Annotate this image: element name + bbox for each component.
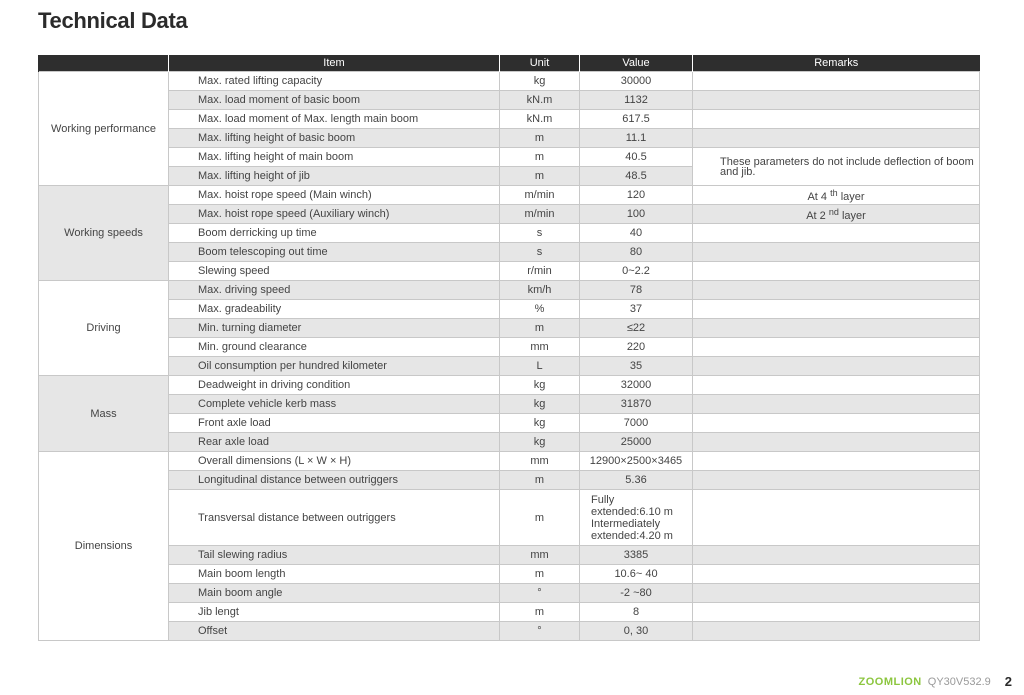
- table-row: [39, 281, 980, 300]
- group-mass: Mass: [39, 376, 169, 452]
- row-remark: [693, 452, 980, 471]
- row-value: 0~2.2: [580, 262, 693, 281]
- group-working-performance: Working performance: [39, 72, 169, 186]
- table-row: [39, 471, 980, 490]
- page-title: Technical Data: [38, 8, 188, 33]
- row-value: ≤22: [580, 319, 693, 338]
- row-unit: m/min: [500, 205, 580, 224]
- table-header-row: [39, 55, 980, 72]
- row-value: 10.6~ 40: [580, 565, 693, 584]
- row-item: Slewing speed: [169, 262, 500, 281]
- group-driving: Driving: [39, 281, 169, 376]
- table-row: [39, 433, 980, 452]
- table-row: [39, 565, 980, 584]
- row-remark: [693, 603, 980, 622]
- row-unit: s: [500, 224, 580, 243]
- unit-column-header: Unit: [500, 55, 580, 72]
- row-value: 0, 30: [580, 622, 693, 641]
- row-item: Max. gradeability: [169, 300, 500, 319]
- row-unit: m: [500, 167, 580, 186]
- item-column-header: Item: [169, 55, 500, 72]
- auxiliary-winch-remark: [693, 205, 980, 224]
- row-item: Boom derricking up time: [169, 224, 500, 243]
- brand-logo: ZOOMLION: [858, 675, 922, 688]
- row-value: 40.5: [580, 148, 693, 167]
- row-value: 25000: [580, 433, 693, 452]
- row-unit: °: [500, 584, 580, 603]
- row-item: Max. lifting height of basic boom: [169, 129, 500, 148]
- row-item: Front axle load: [169, 414, 500, 433]
- row-unit: km/h: [500, 281, 580, 300]
- remarks-column-header: Remarks: [693, 55, 980, 72]
- row-unit: kg: [500, 72, 580, 91]
- row-remark: [693, 224, 980, 243]
- table-row: [39, 452, 980, 471]
- table-row: [39, 262, 980, 281]
- model-number: QY30V532.9: [927, 675, 991, 688]
- row-item: Tail slewing radius: [169, 546, 500, 565]
- row-remark: [693, 584, 980, 603]
- row-item: Main boom angle: [169, 584, 500, 603]
- table-row: [39, 622, 980, 641]
- row-remark: [693, 281, 980, 300]
- row-value: 12900×2500×3465: [580, 452, 693, 471]
- table-row: [39, 603, 980, 622]
- row-unit: m: [500, 129, 580, 148]
- row-item: Transversal distance between outriggers: [169, 490, 500, 546]
- table-row: [39, 91, 980, 110]
- row-value: -2 ~80: [580, 584, 693, 603]
- main-winch-remark: [693, 186, 980, 205]
- table-row: [39, 224, 980, 243]
- row-item: Longitudinal distance between outriggers: [169, 471, 500, 490]
- row-remark: [693, 300, 980, 319]
- row-unit: r/min: [500, 262, 580, 281]
- value-line: Intermediately: [591, 517, 661, 530]
- row-item: Jib lengt: [169, 603, 500, 622]
- row-unit: m: [500, 148, 580, 167]
- row-remark: [693, 433, 980, 452]
- table-row: [39, 110, 980, 129]
- row-item: Offset: [169, 622, 500, 641]
- table-row: [39, 395, 980, 414]
- row-item: Main boom length: [169, 565, 500, 584]
- row-remark: [693, 490, 980, 546]
- table-row: [39, 72, 980, 91]
- row-value: 48.5: [580, 167, 693, 186]
- technical-data-table: [38, 55, 980, 641]
- row-value: 3385: [580, 546, 693, 565]
- row-item: Boom telescoping out time: [169, 243, 500, 262]
- value-line: extended:4.20 m: [591, 529, 673, 542]
- group-working-speeds: Working speeds: [39, 186, 169, 281]
- remark-suffix: layer: [840, 191, 865, 203]
- row-unit: kN.m: [500, 110, 580, 129]
- row-remark: [693, 262, 980, 281]
- page-footer: [858, 674, 1012, 689]
- deflection-remark: These parameters do not include deflection of boom and jib.: [693, 148, 980, 186]
- remark-prefix: At 4: [807, 191, 828, 203]
- remark-suffix: layer: [841, 210, 866, 222]
- row-item: Max. hoist rope speed (Main winch): [169, 186, 500, 205]
- table-row: [39, 186, 980, 205]
- row-remark: [693, 414, 980, 433]
- row-remark: [693, 471, 980, 490]
- table-row: [39, 319, 980, 338]
- row-unit: m: [500, 565, 580, 584]
- outrigger-spread-value: [580, 490, 693, 546]
- row-remark: [693, 376, 980, 395]
- row-remark: [693, 72, 980, 91]
- row-value: 80: [580, 243, 693, 262]
- row-remark: [693, 565, 980, 584]
- row-unit: mm: [500, 546, 580, 565]
- row-remark: [693, 357, 980, 376]
- table-row: [39, 376, 980, 395]
- row-unit: m: [500, 471, 580, 490]
- row-unit: kg: [500, 395, 580, 414]
- row-item: Max. load moment of basic boom: [169, 91, 500, 110]
- remark-ordinal: nd: [828, 207, 839, 217]
- row-remark: [693, 546, 980, 565]
- row-unit: s: [500, 243, 580, 262]
- row-value: 617.5: [580, 110, 693, 129]
- row-value: 7000: [580, 414, 693, 433]
- row-value: 78: [580, 281, 693, 300]
- row-value: 1132: [580, 91, 693, 110]
- row-remark: [693, 319, 980, 338]
- row-remark: [693, 395, 980, 414]
- row-unit: m: [500, 603, 580, 622]
- row-remark: [693, 243, 980, 262]
- row-value: 220: [580, 338, 693, 357]
- row-item: Deadweight in driving condition: [169, 376, 500, 395]
- row-unit: kg: [500, 414, 580, 433]
- row-unit: kg: [500, 376, 580, 395]
- row-item: Overall dimensions (L × W × H): [169, 452, 500, 471]
- row-value: 37: [580, 300, 693, 319]
- table-row: [39, 546, 980, 565]
- row-item: Max. load moment of Max. length main boom: [169, 110, 500, 129]
- row-value: 120: [580, 186, 693, 205]
- row-value: 32000: [580, 376, 693, 395]
- row-value: 11.1: [580, 129, 693, 148]
- value-line: Fully: [591, 493, 615, 506]
- row-remark: [693, 110, 980, 129]
- row-item: Max. hoist rope speed (Auxiliary winch): [169, 205, 500, 224]
- row-unit: °: [500, 622, 580, 641]
- table-row: [39, 129, 980, 148]
- row-value: 5.36: [580, 471, 693, 490]
- table-row: [39, 243, 980, 262]
- row-remark: [693, 622, 980, 641]
- row-unit: L: [500, 357, 580, 376]
- page-number: 2: [1004, 674, 1012, 689]
- row-item: Max. rated lifting capacity: [169, 72, 500, 91]
- row-item: Min. ground clearance: [169, 338, 500, 357]
- remark-prefix: At 2: [806, 210, 826, 222]
- row-item: Max. lifting height of jib: [169, 167, 500, 186]
- row-unit: m: [500, 490, 580, 546]
- row-value: 40: [580, 224, 693, 243]
- value-line: extended:6.10 m: [591, 505, 673, 518]
- row-value: 31870: [580, 395, 693, 414]
- row-value: 100: [580, 205, 693, 224]
- row-item: Min. turning diameter: [169, 319, 500, 338]
- group-column-header: [39, 55, 169, 72]
- row-item: Max. lifting height of main boom: [169, 148, 500, 167]
- row-unit: kg: [500, 433, 580, 452]
- row-unit: m: [500, 319, 580, 338]
- row-item: Max. driving speed: [169, 281, 500, 300]
- row-remark: [693, 338, 980, 357]
- table-row: [39, 148, 980, 167]
- row-unit: m/min: [500, 186, 580, 205]
- table-row: [39, 338, 980, 357]
- row-unit: kN.m: [500, 91, 580, 110]
- table-row: [39, 414, 980, 433]
- group-dimensions: Dimensions: [39, 452, 169, 641]
- row-remark: [693, 91, 980, 110]
- remark-ordinal: th: [830, 188, 838, 198]
- row-unit: mm: [500, 452, 580, 471]
- value-column-header: Value: [580, 55, 693, 72]
- row-item: Rear axle load: [169, 433, 500, 452]
- table-row: [39, 300, 980, 319]
- row-unit: %: [500, 300, 580, 319]
- row-value: 8: [580, 603, 693, 622]
- table-row: [39, 205, 980, 224]
- row-unit: mm: [500, 338, 580, 357]
- row-item: Oil consumption per hundred kilometer: [169, 357, 500, 376]
- table-row: [39, 584, 980, 603]
- row-value: 30000: [580, 72, 693, 91]
- table-row: [39, 357, 980, 376]
- row-item: Complete vehicle kerb mass: [169, 395, 500, 414]
- table-row: [39, 490, 980, 546]
- row-remark: [693, 129, 980, 148]
- row-value: 35: [580, 357, 693, 376]
